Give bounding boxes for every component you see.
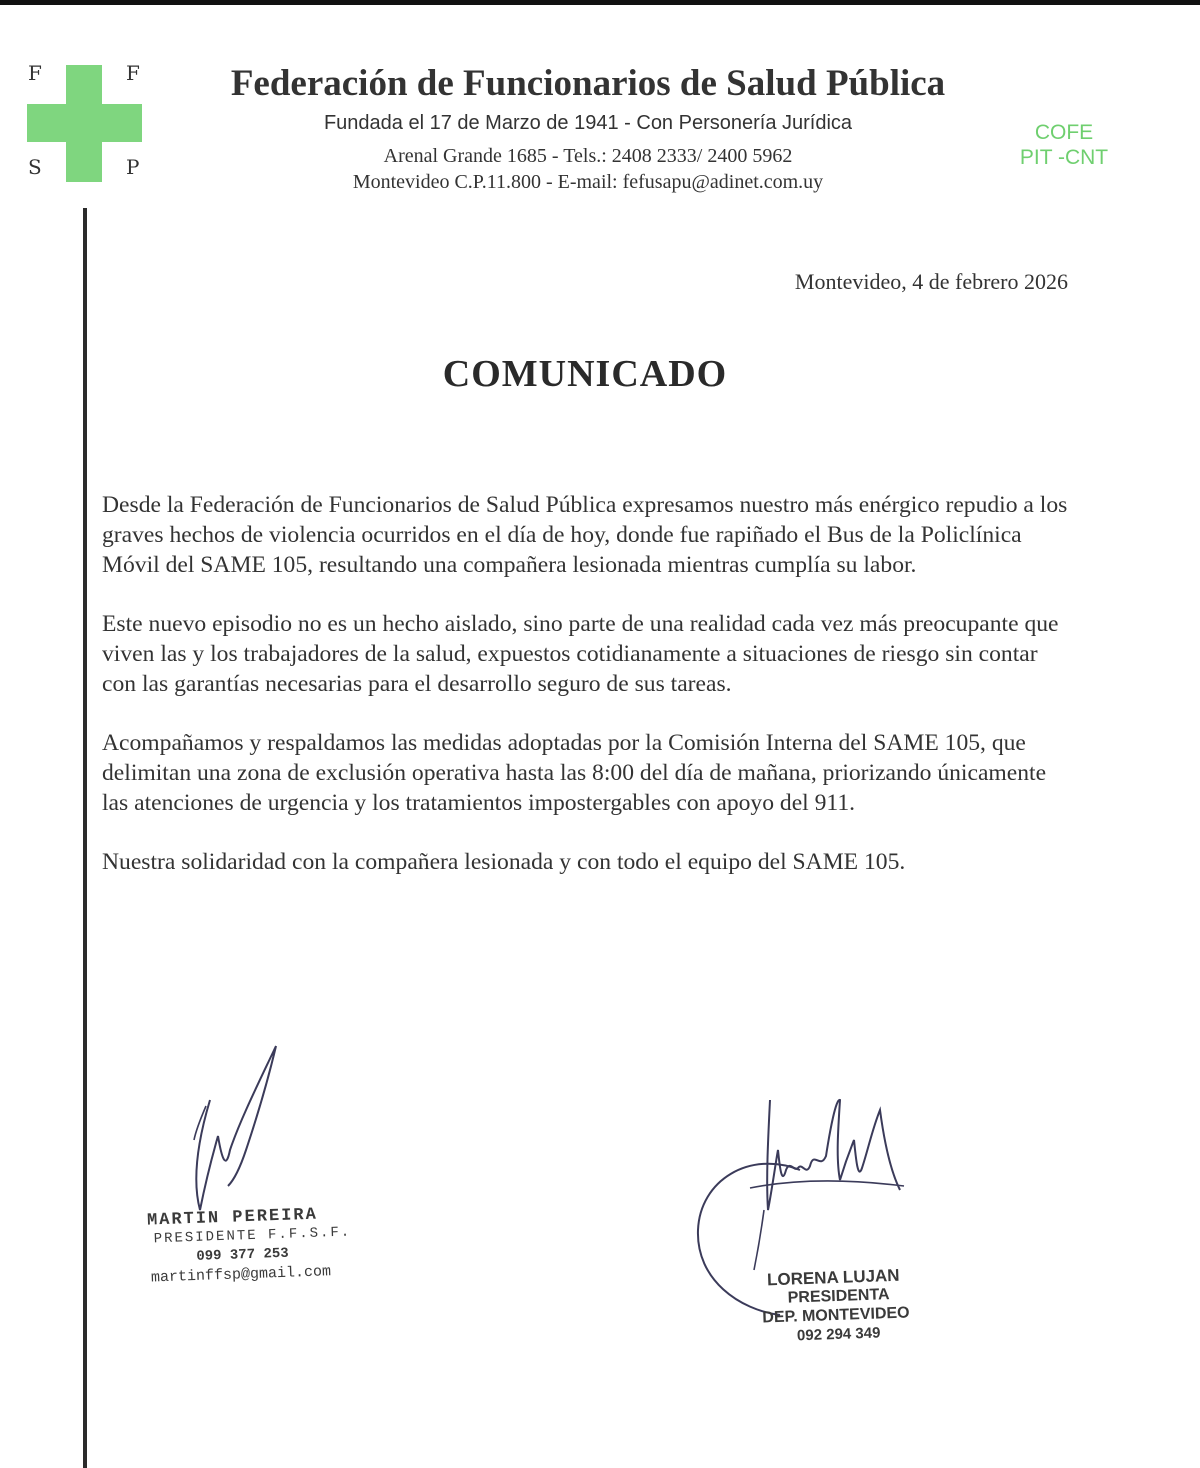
date-line: Montevideo, 4 de febrero 2026 <box>794 269 1068 294</box>
stamp-pereira <box>147 1204 353 1287</box>
signature-pereira <box>170 1040 300 1220</box>
organization-name: Federación de Funcionarios de Salud Pública <box>230 63 946 104</box>
signatory-name: MARTIN PEREIRA <box>146 1205 319 1231</box>
margin-rule <box>83 208 87 1468</box>
signatory-name: LORENA LUJAN <box>766 1265 900 1290</box>
founded-line: Fundada el 17 de Marzo de 1941 - Con Personería Jurídica <box>323 112 853 134</box>
affiliation-cofe: COFE <box>1034 121 1094 144</box>
logo-letter: S <box>28 155 42 179</box>
affiliation-pit-cnt: PIT -CNT <box>1019 146 1109 169</box>
logo-letter: P <box>126 155 140 179</box>
paragraph: Acompañamos y respaldamos las medidas adoptadas por la Comisión Interna del SAME 105, que delimitan una zona de exclusión operativa hasta las 8:00 del día de mañana, priorizando únicamente las atenciones de urgencia y los tratamientos impostergables con apoyo del 911. <box>102 730 1047 816</box>
stamp-lujan <box>761 1265 911 1346</box>
top-border <box>0 0 1200 5</box>
signatory-role: PRESIDENTE F.F.S.F. <box>153 1224 352 1248</box>
signatory-role: PRESIDENTA <box>787 1286 890 1307</box>
signatory-dept: DEP. MONTEVIDEO <box>762 1304 910 1327</box>
document-title: COMUNICADO <box>442 353 728 395</box>
paragraph: Desde la Federación de Funcionarios de Salud Pública expresamos nuestro más enérgico repudio a los graves hechos de violencia ocurridos en el día de hoy, donde fue rapiñado el Bus de la Policlínica Móvil del SAME 105, resultando una compañera lesionada mientras cumplía su labor. <box>102 492 1068 578</box>
signatory-email: martinffsp@gmail.com <box>150 1263 332 1287</box>
city-email-line: Montevideo C.P.11.800 - E-mail: fefusapu@adinet.com.uy <box>352 171 824 193</box>
paragraph: Nuestra solidaridad con la compañera lesionada y con todo el equipo del SAME 105. <box>102 849 906 875</box>
logo-letter: F <box>28 61 42 85</box>
logo-letter: F <box>126 61 140 85</box>
paragraph: Este nuevo episodio no es un hecho aislado, sino parte de una realidad cada vez más preocupante que viven las y los trabajadores de la salud, expuestos cotidianamente a situaciones de riesgo sin contar con las garantías necesarias para el desarrollo seguro de sus tareas. <box>102 611 1059 697</box>
affiliations <box>1004 120 1124 170</box>
address-line: Arenal Grande 1685 - Tels.: 2408 2333/ 2400 5962 <box>383 145 793 167</box>
signatory-phone: 092 294 349 <box>796 1324 881 1345</box>
signatory-phone: 099 377 253 <box>196 1245 289 1265</box>
communique-body <box>102 490 1072 906</box>
